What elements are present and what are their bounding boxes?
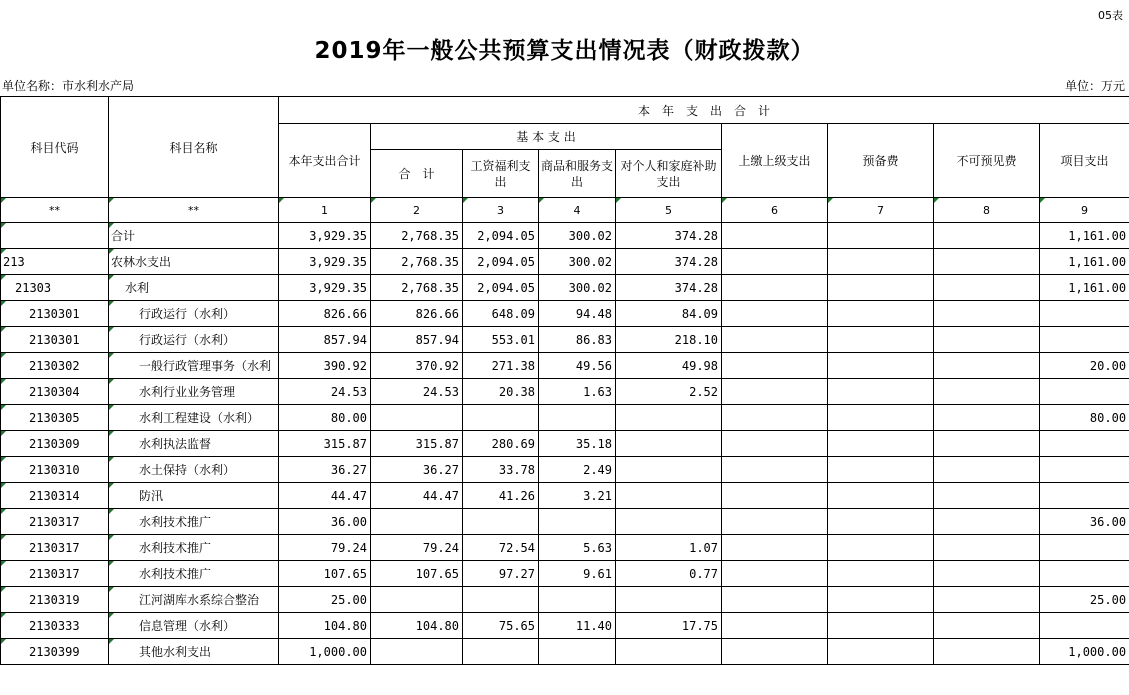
- unit-name-label: 单位名称：市水利水产局: [2, 79, 135, 93]
- total-cell: 36.27: [279, 457, 371, 483]
- code-cell: 2130305: [1, 405, 109, 431]
- subtotal-cell: 2,768.35: [371, 223, 463, 249]
- code-cell: 2130317: [1, 535, 109, 561]
- personal-cell: [616, 483, 722, 509]
- code-cell: 2130309: [1, 431, 109, 457]
- reserve-cell: [828, 249, 934, 275]
- unforeseen-cell: [934, 613, 1040, 639]
- total-cell: 25.00: [279, 587, 371, 613]
- name-cell: 水土保持（水利）: [109, 457, 279, 483]
- code-cell: 2130319: [1, 587, 109, 613]
- name-cell: 水利技术推广: [109, 509, 279, 535]
- personal-cell: 218.10: [616, 327, 722, 353]
- goods-cell: 1.63: [539, 379, 616, 405]
- reserve-cell: [828, 405, 934, 431]
- goods-cell: 2.49: [539, 457, 616, 483]
- table-row: [1, 301, 1129, 327]
- superior-cell: [722, 613, 828, 639]
- header-basic-group: 基 本 支 出: [371, 124, 722, 150]
- code-cell: 21303: [1, 275, 109, 301]
- project-cell: [1040, 535, 1129, 561]
- personal-cell: 1.07: [616, 535, 722, 561]
- goods-cell: 86.83: [539, 327, 616, 353]
- unforeseen-cell: [934, 639, 1040, 665]
- table-row: [1, 353, 1129, 379]
- code-cell: 2130304: [1, 379, 109, 405]
- unforeseen-cell: [934, 587, 1040, 613]
- header-goods: 商品和服务支出: [539, 150, 616, 198]
- subtotal-cell: 44.47: [371, 483, 463, 509]
- project-cell: [1040, 327, 1129, 353]
- personal-cell: [616, 509, 722, 535]
- wages-cell: 97.27: [463, 561, 539, 587]
- reserve-cell: [828, 275, 934, 301]
- unforeseen-cell: [934, 301, 1040, 327]
- goods-cell: 35.18: [539, 431, 616, 457]
- index-cell: 3: [463, 198, 539, 223]
- personal-cell: 2.52: [616, 379, 722, 405]
- personal-cell: 49.98: [616, 353, 722, 379]
- superior-cell: [722, 301, 828, 327]
- wages-cell: 72.54: [463, 535, 539, 561]
- code-cell: 2130301: [1, 301, 109, 327]
- subtotal-cell: 315.87: [371, 431, 463, 457]
- project-cell: [1040, 613, 1129, 639]
- project-cell: 1,161.00: [1040, 249, 1129, 275]
- wages-cell: 271.38: [463, 353, 539, 379]
- header-name: 科目名称: [109, 97, 279, 198]
- reserve-cell: [828, 561, 934, 587]
- total-cell: 79.24: [279, 535, 371, 561]
- unforeseen-cell: [934, 327, 1040, 353]
- header-personal: 对个人和家庭补助支出: [616, 150, 722, 198]
- goods-cell: 94.48: [539, 301, 616, 327]
- unforeseen-cell: [934, 249, 1040, 275]
- name-cell: 水利技术推广: [109, 535, 279, 561]
- goods-cell: 3.21: [539, 483, 616, 509]
- subtotal-cell: 857.94: [371, 327, 463, 353]
- name-cell: 水利行业业务管理: [109, 379, 279, 405]
- personal-cell: [616, 639, 722, 665]
- name-cell: 行政运行（水利）: [109, 301, 279, 327]
- total-cell: 104.80: [279, 613, 371, 639]
- subtotal-cell: [371, 509, 463, 535]
- wages-cell: 33.78: [463, 457, 539, 483]
- wages-cell: 648.09: [463, 301, 539, 327]
- code-cell: 2130333: [1, 613, 109, 639]
- project-cell: [1040, 483, 1129, 509]
- wages-cell: [463, 405, 539, 431]
- personal-cell: 0.77: [616, 561, 722, 587]
- personal-cell: 374.28: [616, 275, 722, 301]
- index-cell: 8: [934, 198, 1040, 223]
- superior-cell: [722, 561, 828, 587]
- header-subtotal: 合 计: [371, 150, 463, 198]
- index-cell: 6: [722, 198, 828, 223]
- unforeseen-cell: [934, 405, 1040, 431]
- reserve-cell: [828, 327, 934, 353]
- table-row: [1, 561, 1129, 587]
- wages-cell: 553.01: [463, 327, 539, 353]
- superior-cell: [722, 639, 828, 665]
- superior-cell: [722, 587, 828, 613]
- code-cell: 2130314: [1, 483, 109, 509]
- code-cell: 2130399: [1, 639, 109, 665]
- wages-cell: 2,094.05: [463, 223, 539, 249]
- name-cell: 水利工程建设（水利）: [109, 405, 279, 431]
- superior-cell: [722, 223, 828, 249]
- table-row: [1, 249, 1129, 275]
- goods-cell: [539, 587, 616, 613]
- reserve-cell: [828, 379, 934, 405]
- reserve-cell: [828, 613, 934, 639]
- goods-cell: 300.02: [539, 249, 616, 275]
- project-cell: [1040, 379, 1129, 405]
- unforeseen-cell: [934, 457, 1040, 483]
- personal-cell: 84.09: [616, 301, 722, 327]
- name-cell: 水利: [109, 275, 279, 301]
- reserve-cell: [828, 457, 934, 483]
- goods-cell: 9.61: [539, 561, 616, 587]
- header-unforeseen: 不可预见费: [934, 124, 1040, 198]
- superior-cell: [722, 535, 828, 561]
- code-cell: 2130317: [1, 509, 109, 535]
- project-cell: [1040, 301, 1129, 327]
- personal-cell: 17.75: [616, 613, 722, 639]
- reserve-cell: [828, 223, 934, 249]
- wages-cell: 41.26: [463, 483, 539, 509]
- personal-cell: [616, 405, 722, 431]
- index-cell: 1: [279, 198, 371, 223]
- superior-cell: [722, 483, 828, 509]
- project-cell: 25.00: [1040, 587, 1129, 613]
- form-number: 05表: [1098, 9, 1123, 22]
- index-row: [1, 198, 1129, 223]
- unforeseen-cell: [934, 509, 1040, 535]
- budget-table: [0, 96, 1129, 665]
- table-row: [1, 509, 1129, 535]
- table-row: [1, 535, 1129, 561]
- subtotal-cell: [371, 405, 463, 431]
- index-cell: 4: [539, 198, 616, 223]
- index-cell: 5: [616, 198, 722, 223]
- unforeseen-cell: [934, 223, 1040, 249]
- superior-cell: [722, 327, 828, 353]
- code-cell: 2130302: [1, 353, 109, 379]
- superior-cell: [722, 431, 828, 457]
- subtotal-cell: 2,768.35: [371, 249, 463, 275]
- reserve-cell: [828, 301, 934, 327]
- table-row: [1, 379, 1129, 405]
- wages-cell: [463, 639, 539, 665]
- subtotal-cell: 36.27: [371, 457, 463, 483]
- header-year-total-group: 本 年 支 出 合 计: [279, 97, 1129, 124]
- personal-cell: [616, 457, 722, 483]
- superior-cell: [722, 275, 828, 301]
- project-cell: [1040, 431, 1129, 457]
- header-code: 科目代码: [1, 97, 109, 198]
- index-cell: 2: [371, 198, 463, 223]
- superior-cell: [722, 379, 828, 405]
- name-cell: 合计: [109, 223, 279, 249]
- superior-cell: [722, 353, 828, 379]
- name-cell: 江河湖库水系综合整治: [109, 587, 279, 613]
- project-cell: 1,000.00: [1040, 639, 1129, 665]
- reserve-cell: [828, 483, 934, 509]
- unforeseen-cell: [934, 275, 1040, 301]
- unforeseen-cell: [934, 379, 1040, 405]
- unit-label: 单位：万元: [1064, 79, 1125, 93]
- index-cell: 7: [828, 198, 934, 223]
- reserve-cell: [828, 509, 934, 535]
- personal-cell: 374.28: [616, 223, 722, 249]
- goods-cell: 300.02: [539, 223, 616, 249]
- reserve-cell: [828, 535, 934, 561]
- total-cell: 36.00: [279, 509, 371, 535]
- goods-cell: [539, 509, 616, 535]
- reserve-cell: [828, 587, 934, 613]
- subtotal-cell: 79.24: [371, 535, 463, 561]
- table-row: [1, 327, 1129, 353]
- name-cell: 水利技术推广: [109, 561, 279, 587]
- header-superior: 上缴上级支出: [722, 124, 828, 198]
- table-row: [1, 483, 1129, 509]
- goods-cell: 5.63: [539, 535, 616, 561]
- superior-cell: [722, 457, 828, 483]
- table-row: [1, 275, 1129, 301]
- header-project: 项目支出: [1040, 124, 1129, 198]
- personal-cell: 374.28: [616, 249, 722, 275]
- subtotal-cell: 24.53: [371, 379, 463, 405]
- superior-cell: [722, 509, 828, 535]
- index-cell: 9: [1040, 198, 1129, 223]
- project-cell: [1040, 457, 1129, 483]
- name-cell: 行政运行（水利）: [109, 327, 279, 353]
- project-cell: 1,161.00: [1040, 275, 1129, 301]
- unforeseen-cell: [934, 483, 1040, 509]
- wages-cell: 280.69: [463, 431, 539, 457]
- wages-cell: 20.38: [463, 379, 539, 405]
- total-cell: 24.53: [279, 379, 371, 405]
- header-reserve: 预备费: [828, 124, 934, 198]
- superior-cell: [722, 405, 828, 431]
- subtotal-cell: [371, 587, 463, 613]
- wages-cell: [463, 509, 539, 535]
- project-cell: 80.00: [1040, 405, 1129, 431]
- subtotal-cell: 107.65: [371, 561, 463, 587]
- total-cell: 107.65: [279, 561, 371, 587]
- code-cell: 213: [1, 249, 109, 275]
- project-cell: [1040, 561, 1129, 587]
- project-cell: 1,161.00: [1040, 223, 1129, 249]
- name-cell: 其他水利支出: [109, 639, 279, 665]
- reserve-cell: [828, 353, 934, 379]
- table-row: [1, 405, 1129, 431]
- table-row: [1, 639, 1129, 665]
- table-row: [1, 587, 1129, 613]
- table-header: [1, 97, 1129, 223]
- wages-cell: 2,094.05: [463, 249, 539, 275]
- unforeseen-cell: [934, 353, 1040, 379]
- name-cell: 信息管理（水利）: [109, 613, 279, 639]
- total-cell: 80.00: [279, 405, 371, 431]
- total-cell: 44.47: [279, 483, 371, 509]
- wages-cell: 75.65: [463, 613, 539, 639]
- total-cell: 1,000.00: [279, 639, 371, 665]
- subtotal-cell: 826.66: [371, 301, 463, 327]
- code-cell: 2130301: [1, 327, 109, 353]
- total-cell: 3,929.35: [279, 223, 371, 249]
- total-cell: 315.87: [279, 431, 371, 457]
- personal-cell: [616, 431, 722, 457]
- total-cell: 3,929.35: [279, 249, 371, 275]
- table-row: [1, 223, 1129, 249]
- name-cell: 水利执法监督: [109, 431, 279, 457]
- project-cell: 20.00: [1040, 353, 1129, 379]
- total-cell: 826.66: [279, 301, 371, 327]
- header-wages: 工资福利支出: [463, 150, 539, 198]
- table-row: [1, 431, 1129, 457]
- subtotal-cell: [371, 639, 463, 665]
- code-cell: 2130310: [1, 457, 109, 483]
- index-cell: **: [1, 198, 109, 223]
- name-cell: 一般行政管理事务（水利: [109, 353, 279, 379]
- goods-cell: [539, 405, 616, 431]
- name-cell: 农林水支出: [109, 249, 279, 275]
- total-cell: 390.92: [279, 353, 371, 379]
- code-cell: 2130317: [1, 561, 109, 587]
- subtotal-cell: 104.80: [371, 613, 463, 639]
- header-year-total: 本年支出合计: [279, 124, 371, 198]
- superior-cell: [722, 249, 828, 275]
- table-body: [1, 223, 1129, 665]
- goods-cell: 49.56: [539, 353, 616, 379]
- table-row: [1, 457, 1129, 483]
- unforeseen-cell: [934, 535, 1040, 561]
- project-cell: 36.00: [1040, 509, 1129, 535]
- total-cell: 3,929.35: [279, 275, 371, 301]
- table-row: [1, 613, 1129, 639]
- goods-cell: [539, 639, 616, 665]
- name-cell: 防汛: [109, 483, 279, 509]
- personal-cell: [616, 587, 722, 613]
- wages-cell: 2,094.05: [463, 275, 539, 301]
- index-cell: **: [109, 198, 279, 223]
- subtotal-cell: 2,768.35: [371, 275, 463, 301]
- goods-cell: 300.02: [539, 275, 616, 301]
- wages-cell: [463, 587, 539, 613]
- page-title: 2019年一般公共预算支出情况表（财政拨款）: [314, 38, 815, 64]
- reserve-cell: [828, 639, 934, 665]
- code-cell: [1, 223, 109, 249]
- unforeseen-cell: [934, 431, 1040, 457]
- reserve-cell: [828, 431, 934, 457]
- goods-cell: 11.40: [539, 613, 616, 639]
- total-cell: 857.94: [279, 327, 371, 353]
- unforeseen-cell: [934, 561, 1040, 587]
- subtotal-cell: 370.92: [371, 353, 463, 379]
